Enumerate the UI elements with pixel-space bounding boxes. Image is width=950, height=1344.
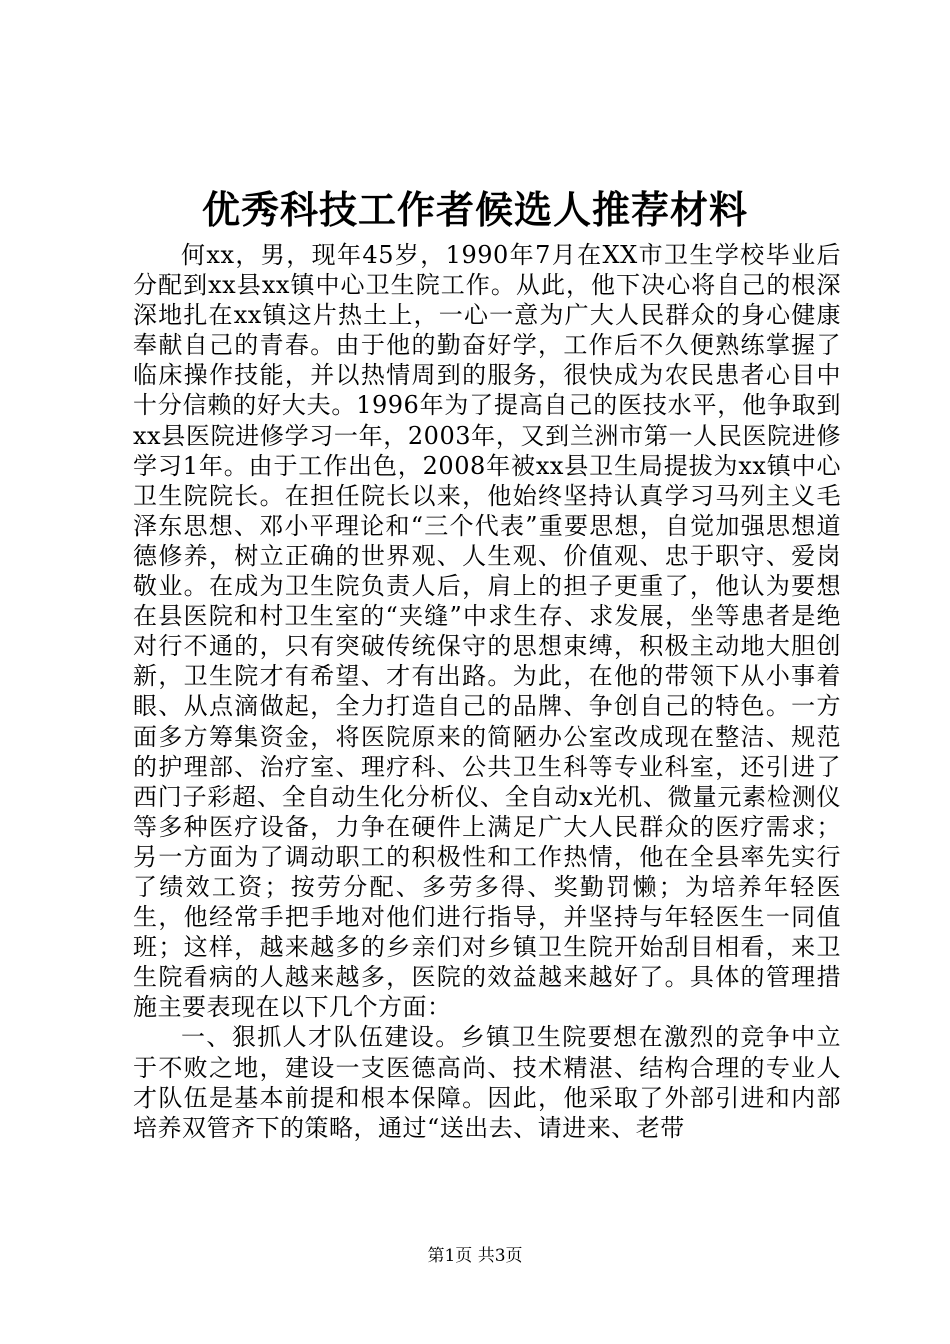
- paragraph-intro: 何xx，男，现年45岁，1990年7月在XX市卫生学校毕业后分配到xx县xx镇中心卫生院工作。从此，他下决心将自己的根深深地扎在xx镇这片热土上，一心一意为广大人民群众的身心健康奉献自己的青春。由于他的勤奋好学，工作后不久便熟练掌握了临床操作技能，并以热情周到的服务，很快成为农民患者心目中十分信赖的好大夫。1996年为了提高自己的医技水平，他争取到xx县医院进修学习一年，2003年，又到兰洲市第一人民医院进修学习1年。由于工作出色，2008年被xx县卫生局提拔为xx镇中心卫生院院长。在担任院长以来，他始终坚持认真学习马列主义毛泽东思想、邓小平理论和“三个代表”重要思想，自觉加强思想道德修养，树立正确的世界观、人生观、价值观、忠于职守、爱岗敬业。在成为卫生院负责人后，肩上的担子更重了，他认为要想在县医院和村卫生室的“夹缝”中求生存、求发展，坐等患者是绝对行不通的，只有突破传统保守的思想束缚，积极主动地大胆创新，卫生院才有希望、才有出路。为此，在他的带领下从小事着眼、从点滴做起，全力打造自己的品牌、争创自己的特色。一方面多方筹集资金，将医院原来的简陋办公室改成现在整洁、规范的护理部、治疗室、理疗科、公共卫生科等专业科室，还引进了西门子彩超、全自动生化分析仪、全自动x光机、微量元素检测仪等多种医疗设备，力争在硬件上满足广大人民群众的医疗需求；另一方面为了调动职工的积极性和工作热情，他在全县率先实行了绩效工资；按劳分配、多劳多得、奖勤罚懒；为培养年轻医生，他经常手把手地对他们进行指导，并坚持与年轻医生一同值班；这样，越来越多的乡亲们对乡镇卫生院开始刮目相看，来卫生院看病的人越来越多，医院的效益越来越好了。具体的管理措施主要表现在以下几个方面：: [133, 241, 841, 1022]
- paragraph-talent-building: 一、狠抓人才队伍建设。乡镇卫生院要想在激烈的竞争中立于不败之地，建设一支医德高尚、技术精湛、结构合理的专业人才队伍是基本前提和根本保障。因此，他采取了外部引进和内部培养双管齐下的策略，通过“送出去、请进来、老带: [133, 1023, 841, 1142]
- document-body: [133, 240, 841, 1143]
- page-number-footer: 第1页 共3页: [427, 1246, 523, 1266]
- document-title: 优秀科技工作者候选人推荐材料: [201, 187, 748, 232]
